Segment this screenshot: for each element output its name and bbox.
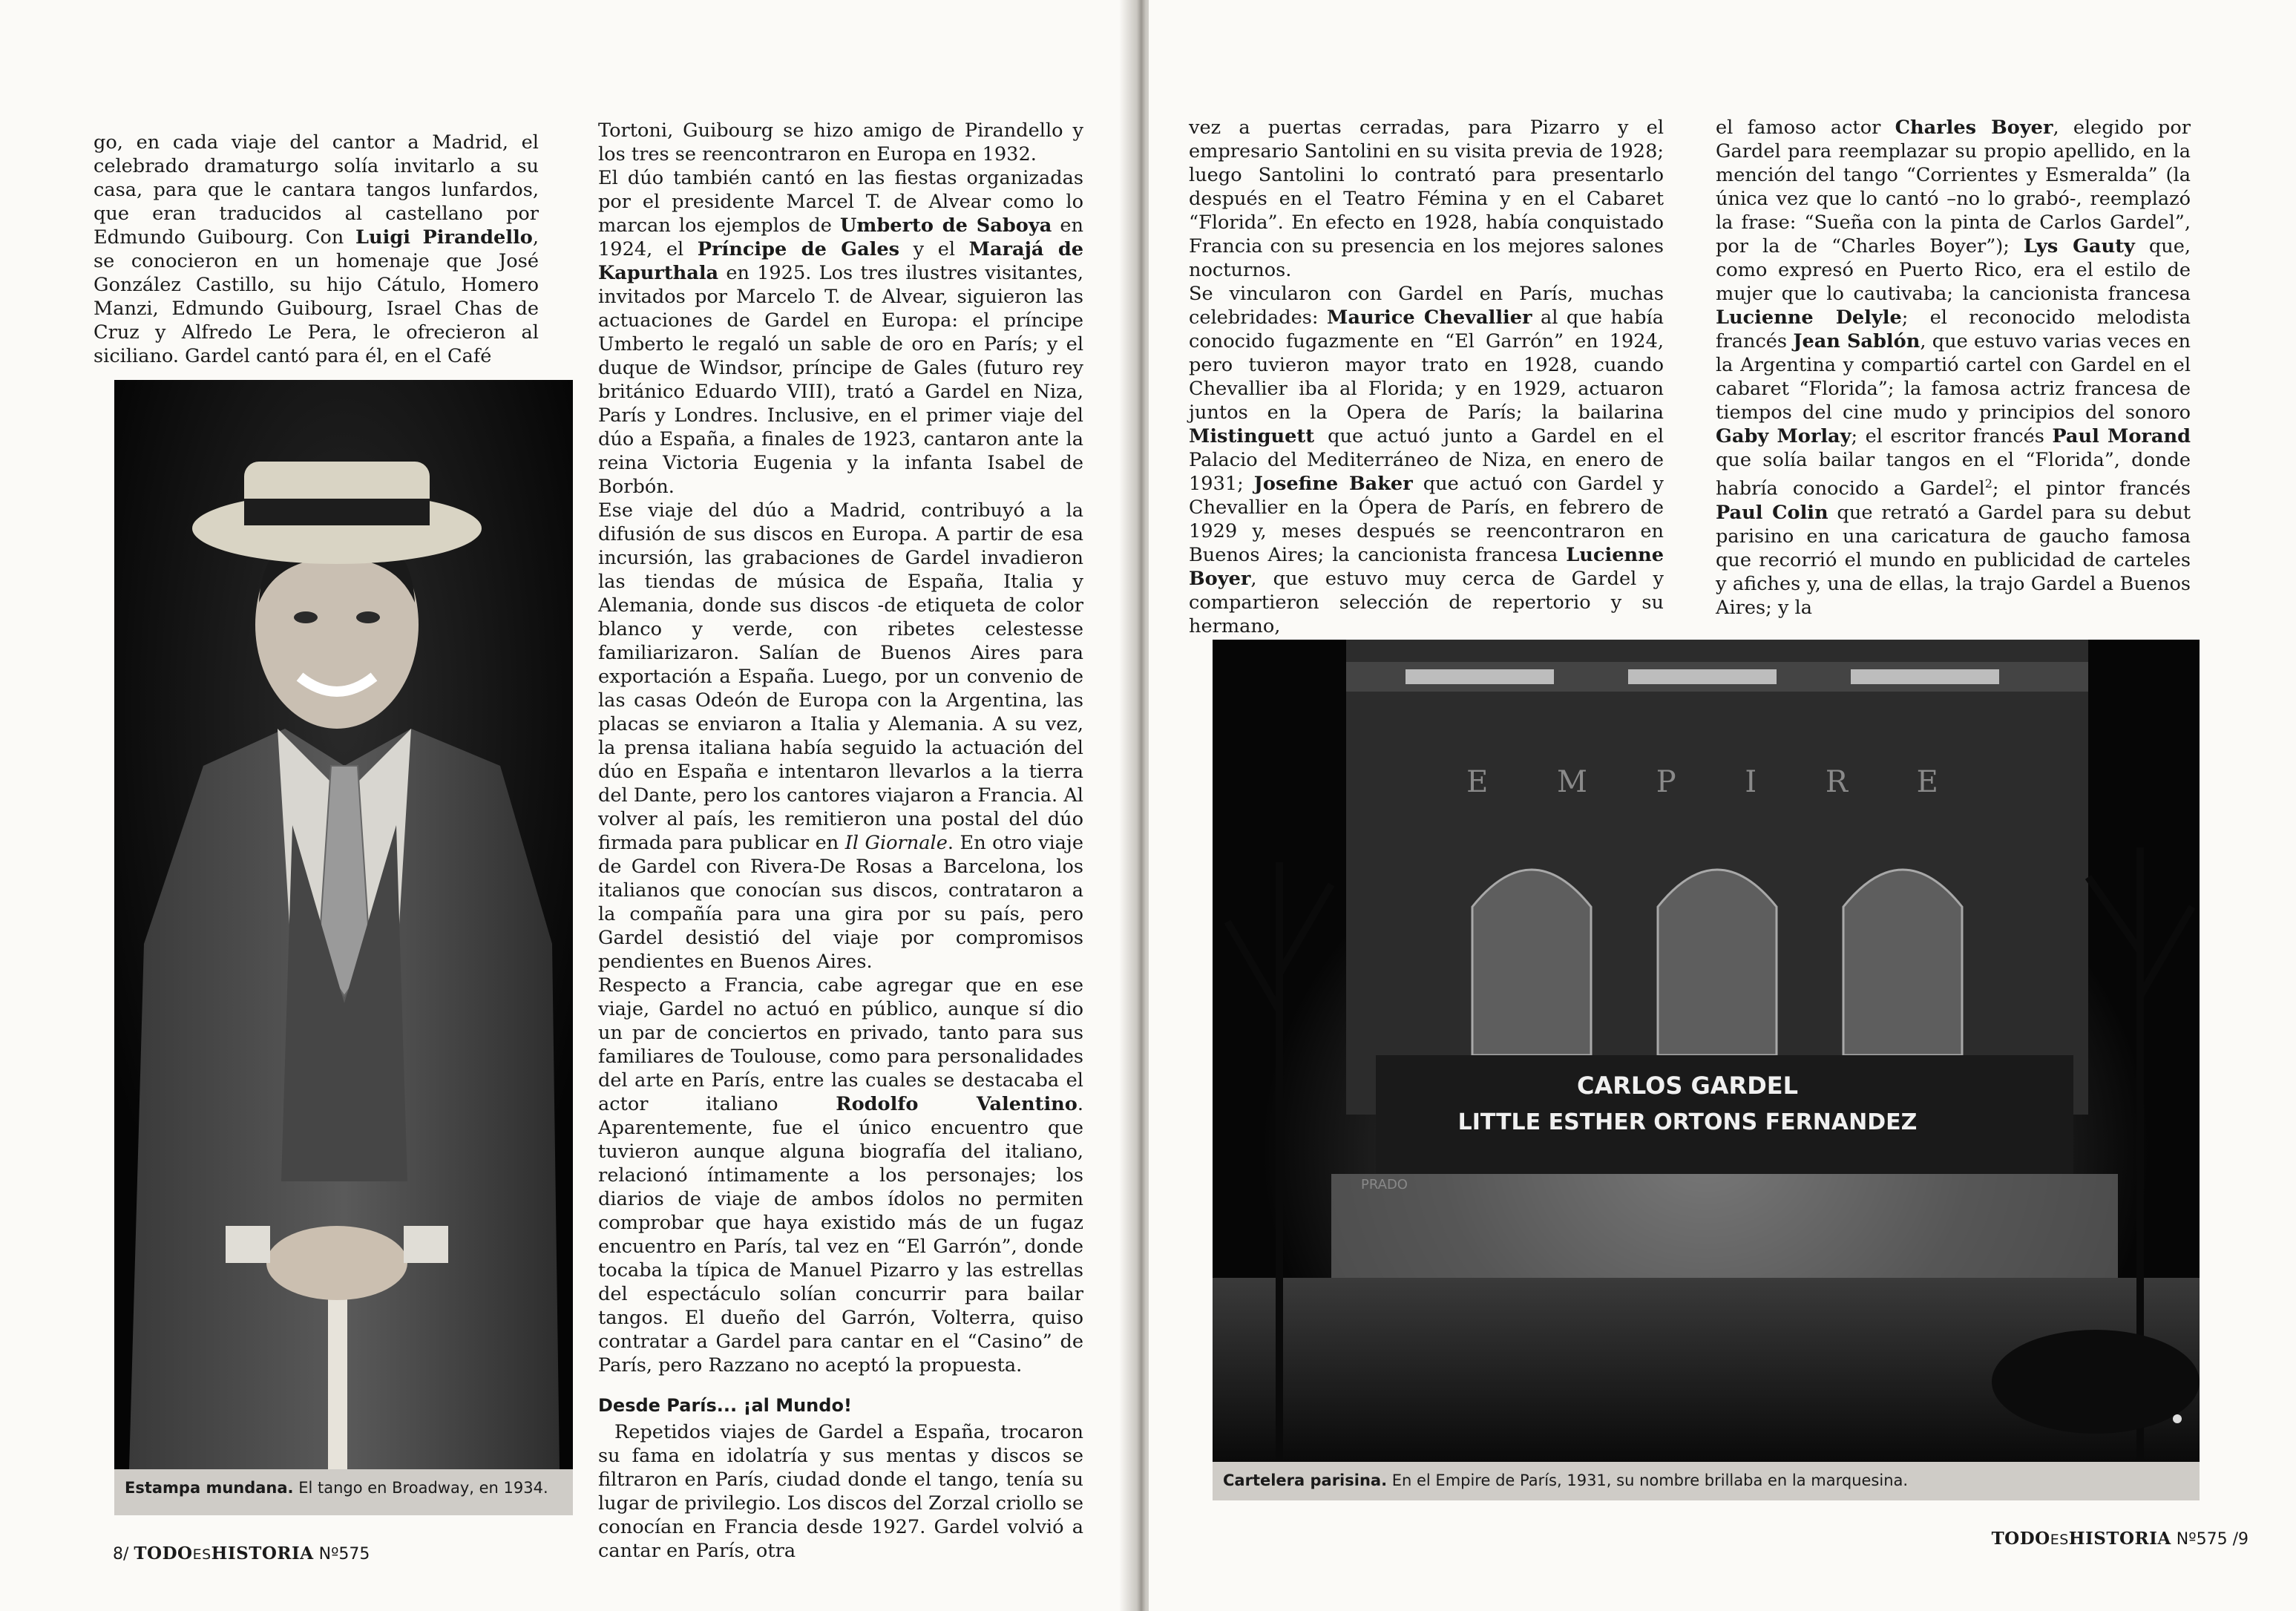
right-folio xyxy=(1992,1529,2249,1549)
left-col2-p5: Repetidos viajes de Gardel a España, trocaron su fama en idolatría y sus mentas y discos se filtraron en París, ciudad donde el tango, tenía su lugar de privilegio. Los discos del Zorzal criollo se conocían en Francia desde 1927. Gardel volvió a cantar en París, otra xyxy=(598,1421,1084,1562)
issue-number: Nº575 xyxy=(318,1545,370,1564)
issue-number: Nº575 xyxy=(2176,1530,2228,1549)
right-col2-paragraph: el famoso actor Charles Boyer, elegido por Gardel para reemplazar su propio apellido, en la mención del tango “Corrientes y Esmeralda” (la única vez que lo cantó –no lo grabó-, reemplazó la frase: “Sueña con la pinta de Carlos Gardel”, por la de “Charles Boyer”); Lys Gauty que, como expresó en Puerto Rico, era el estilo de mujer que lo cautivaba; la cancionista francesa Lucienne Delyle; el reconocido melodista francés Jean Sablón, que estuvo varias veces en la Argentina y compartió cartel con Gardel en el cabaret “Florida”; la famosa actriz francesa de tiempos del cine mudo y principios del sonoro Gaby Morlay; el escritor francés Paul Morand que solía bailar tangos en el “Florida”, donde habría conocido a Gardel$^2$; el pintor francés Paul Colin que retrató a Gardel para su debut parisino en una caricatura de gaucho famosa que recorrió el mundo en publicidad de carteles y afiches y, una de ellas, la trajo Gardel a Buenos Aires; y la xyxy=(1716,117,2191,619)
caption-title: Cartelera parisina. xyxy=(1223,1471,1388,1489)
section-heading: Desde París... ¡al Mundo! xyxy=(598,1395,852,1416)
empire-caption: Cartelera parisina. En el Empire de París, 1931, su nombre brillaba en la marquesina. xyxy=(1213,1462,2200,1500)
empire-theatre-photo xyxy=(1213,640,2200,1462)
portrait-illustration xyxy=(114,380,573,1469)
right-page xyxy=(1149,0,2296,1611)
marquee-line-2: LITTLE ESTHER ORTONS FERNANDEZ xyxy=(1457,1109,1918,1135)
name-pirandello: Luigi Pirandello xyxy=(355,226,533,249)
left-col1-paragraph: go, en cada viaje del cantor a Madrid, el celebrado dramaturgo solía invitarlo a su casa, para que le cantara tangos lunfardos, que eran traducidos al castellano por Edmundo Guibourg. Con Luigi Pirandello, se conocieron en un homenaje que José González Castillo, su hijo Cátulo, Homero Manzi, Edmundo Guibourg, Israel Chas de Cruz y Alfredo Le Pera, le ofrecieron al siciliano. Gardel cantó para él, en el Café xyxy=(94,131,539,367)
facade-lettering: E M P I R E xyxy=(1466,765,1968,799)
right-col1-p1: vez a puertas cerradas, para Pizarro y el empresario Santolini en su visita previa de 1928; luego Santolini lo contrató para presentarlo después en el Teatro Fémina y en el Cabaret “Florida”. En efecto en 1928, había conquistado Francia con su presencia en los mejores salones nocturnos. xyxy=(1189,117,1664,281)
left-col-1 xyxy=(94,131,539,368)
left-page xyxy=(0,0,1134,1611)
marquee-line-1: CARLOS GARDEL xyxy=(1576,1072,1799,1100)
portrait-caption: Estampa mundana. El tango en Broadway, en 1934. xyxy=(114,1469,573,1515)
magazine-brand: TODOESHISTORIA xyxy=(134,1543,314,1564)
magazine-brand: TODOESHISTORIA xyxy=(1991,1529,2171,1549)
caption-title: Estampa mundana. xyxy=(125,1479,294,1497)
left-col2-p3: Ese viaje del dúo a Madrid, contribuyó a la difusión de sus discos en Europa. A partir de esa incursión, las grabaciones de Gardel invadieron las tiendas de música de España, Italia y Alemania, donde sus discos -de etiqueta de color blanco y verde, con ribetes celestesse familiarizaron. Salían de Buenos Aires para exportación a España. Luego, por un convenio de las casas Odeón de Europa con la Argentina, las placas se enviaron a Italia y Alemania. A su vez, la prensa italiana había seguido la actuación del dúo en España e intentaron llevarlos a la tierra del Dante, pero los cantores viajaron a Francia. Al volver al país, les remitieron una postal del dúo firmada para publicar en Il Giornale. En otro viaje de Gardel con Rivera-De Rosas a Barcelona, los italianos que conocían sus discos, contrataron a la compañía para una gira por su país, pero Gardel desistió del viaje por compromisos pendientes en Buenos Aires. xyxy=(598,499,1084,973)
right-col-2 xyxy=(1716,116,2191,620)
portrait-photo xyxy=(114,380,573,1469)
left-col2-p2: El dúo también cantó en las fiestas organizadas por el presidente Marcel T. de Alvear como lo marcan los ejemplos de Umberto de Saboya en 1924, el Príncipe de Gales y el Marajá de Kapurthala en 1925. Los tres ilustres visitantes, invitados por Marcelo T. de Alvear, siguieron las actuaciones de Gardel en Europa: el príncipe Umberto le regaló un sable de oro en París; y el duque de Windsor, príncipe de Gales (futuro rey británico Eduardo VIII), trató a Gardel en Niza, París y Londres. Inclusive, en el primer viaje del dúo a España, a finales de 1923, cantaron ante la reina Victoria Eugenia y la infanta Isabel de Borbón. xyxy=(598,167,1084,498)
empire-illustration xyxy=(1213,640,2200,1462)
right-col-1 xyxy=(1189,116,1664,638)
left-col2-p1: Tortoni, Guibourg se hizo amigo de Pirandello y los tres se reencontraron en Europa en 1932. xyxy=(598,119,1083,165)
left-col2-p4: Respecto a Francia, cabe agregar que en ese viaje, Gardel no actuó en público, aunque sí dio un par de conciertos en privado, tanto para sus familiares de Toulouse, como para personalidades del arte en París, entre las cuales se destacaba el actor italiano Rodolfo Valentino. Aparentemente, fue el único encuentro que tuvieron aunque alguna biografía del italiano, relacionó íntimamente a los personajes; los diarios de viaje de ambos ídolos no permiten comprobar que haya existido más de un fugaz encuentro en París, tal vez en “El Garrón”, donde tocaba la típica de Manuel Pizarro y las estrellas del espectáculo solían concurrir para bailar tangos. El dueño del Garrón, Volterra, quiso contratar a Gardel para cantar en el “Casino” de París, pero Razzano no aceptó la propuesta. xyxy=(598,974,1084,1377)
page-number-left: 8/ xyxy=(113,1545,129,1564)
right-col1-p2: Se vincularon con Gardel en París, muchas celebridades: Maurice Chevallier al que había conocido fugazmente en “El Garrón” en 1924, pero tuvieron mayor trato en 1928, cuando Chevallier iba al Florida; y en 1929, actuaron juntos en la Opera de París; la bailarina Mistinguett que actuó junto a Gardel en el Palacio del Mediterráneo de Niza, en enero de 1931; Josefine Baker que actuó con Gardel y Chevallier en la Ópera de París, en febrero de 1929 y, meses después se reencontraron en Buenos Aires; la cancionista francesa Lucienne Boyer, que estuvo muy cerca de Gardel y compartieron selección de repertorio y su hermano, xyxy=(1189,283,1664,637)
page-number-right: /9 xyxy=(2232,1530,2249,1549)
left-folio xyxy=(113,1543,370,1564)
left-col-2 xyxy=(598,119,1083,1563)
